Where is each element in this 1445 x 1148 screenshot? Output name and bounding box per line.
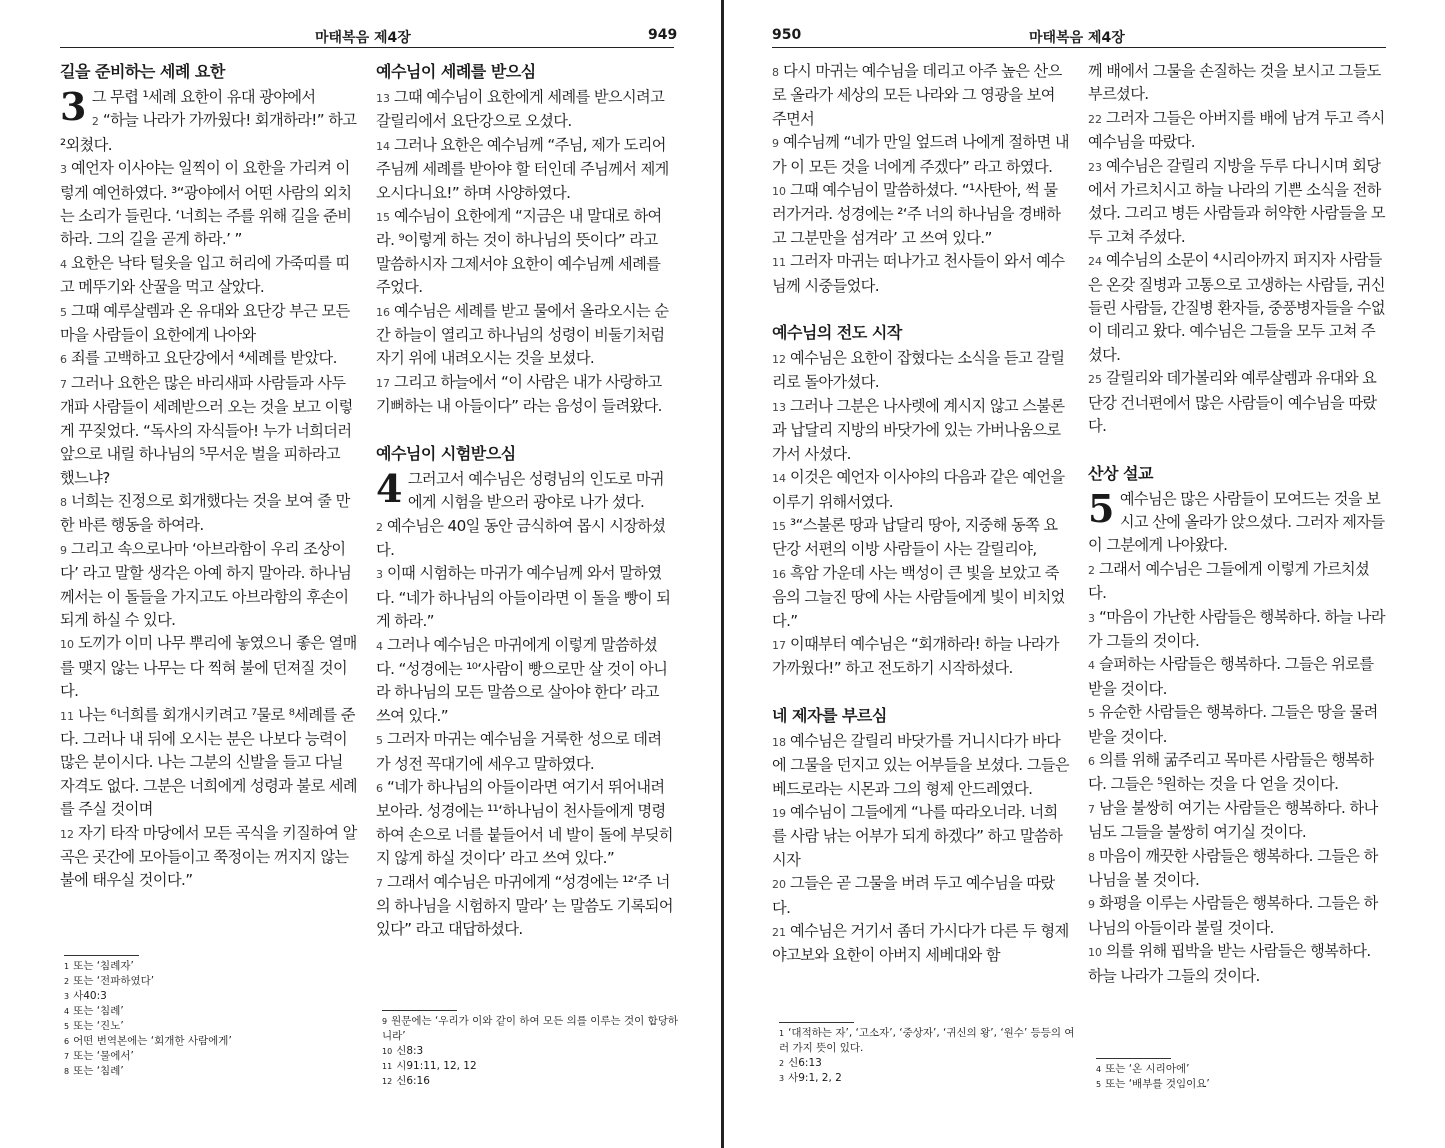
verse-number: 6 [376, 781, 383, 795]
footnote [64, 959, 364, 974]
verse [772, 131, 1070, 179]
verse [376, 300, 674, 371]
verse-text: 예수님은 거기서 좀더 가시다가 다른 두 형제 야고보와 요한이 아버지 세베대와 함 [772, 922, 1069, 965]
verse-text: 흑암 가운데 사는 백성이 큰 빛을 보았고 죽음의 그늘진 땅에 사는 사람들에게 빛이 비치었다.” [772, 563, 1065, 630]
verse-text: 그러나 예수님은 마귀에게 이렇게 말씀하셨다. “성경에는 ¹⁰‘사람이 빵으로만 살 것이 아니라 하나님의 모든 말씀으로 살아야 한다’ 라고 쓰여 있다.” [376, 635, 668, 725]
verse-number: 16 [376, 305, 390, 319]
verse-number: 9 [772, 137, 779, 151]
verse [772, 395, 1070, 466]
footnote-text: 어떤 번역본에는 ‘회개한 사람에게’ [73, 1035, 232, 1047]
verse-text: 예수님이 그들에게 “나를 따라오너라. 너희를 사람 낚는 어부가 되게 하겠다” 하고 말씀하시자 [772, 802, 1063, 869]
verse [376, 86, 674, 134]
verse-number: 22 [1088, 112, 1102, 126]
verse-number: 18 [772, 735, 786, 749]
verse-number: 17 [376, 376, 390, 390]
footnote-marker: 5 [64, 1022, 70, 1031]
verse-text: 너희는 진정으로 회개했다는 것을 보여 줄 만한 바른 행동을 하여라. [60, 491, 350, 535]
verse-text: 이때부터 예수님은 “회개하라! 하늘 나라가 가까웠다!” 하고 전도하기 시작하셨다. [772, 634, 1059, 678]
verse-number: 4 [1088, 659, 1095, 673]
verse-number: 8 [60, 495, 67, 509]
verse-number: 3 [1088, 611, 1095, 625]
verse-text: ³“스불론 땅과 납달리 땅아, 지중해 동쪽 요단강 서편의 이방 사람들이 사는 갈릴리야, [772, 515, 1058, 559]
footnote [1096, 1062, 1396, 1077]
header-rule [772, 47, 1386, 48]
header-rule [60, 47, 674, 48]
verse-number: 23 [1088, 160, 1102, 174]
footnotes [1096, 1058, 1396, 1092]
verse [1088, 845, 1386, 893]
footnote-marker: 3 [64, 992, 70, 1001]
footnote-marker: 4 [64, 1007, 70, 1016]
footnote [382, 1014, 682, 1044]
verse-text: 그들은 곧 그물을 버려 두고 예수님을 따랐다. [772, 874, 1055, 917]
verse-text: 그래서 예수님은 마귀에게 “성경에는 ¹²‘주 너의 하나님을 시험하지 말라’ 는 말씀도 기록되어 있다” 라고 대답하셨다. [376, 872, 673, 939]
verse [772, 514, 1070, 562]
verse [1088, 606, 1386, 654]
verse [1088, 940, 1386, 988]
verse [1088, 653, 1386, 701]
footnote-marker: 11 [382, 1062, 393, 1071]
verse [1088, 701, 1386, 749]
verse-number: 2 [91, 115, 99, 129]
footnote-rule [779, 1022, 854, 1023]
verse [376, 871, 674, 942]
page-number: 950 [772, 27, 802, 43]
footnote-marker: 1 [64, 962, 70, 971]
left-page [0, 0, 722, 1148]
verse-number: 6 [60, 353, 67, 367]
verse [376, 776, 674, 871]
verse [772, 250, 1070, 298]
verse-text: 예수님은 요한이 잡혔다는 소식을 듣고 갈릴리로 돌아가셨다. [772, 349, 1065, 392]
verse-number: 3 [60, 163, 67, 177]
verse [772, 347, 1070, 395]
verse-text: 예수님은 갈릴리 지방을 두루 다니시며 회당에서 가르치시고 하늘 나라의 기쁜 소식을 전하셨다. 그리고 병든 사람들과 허약한 사람들을 모두 고쳐 주셨다. [1088, 156, 1385, 246]
verse [1088, 107, 1386, 155]
section-heading: 예수님의 전도 시작 [772, 323, 902, 343]
verse-number: 10 [60, 638, 74, 652]
verse-text: 유순한 사람들은 행복하다. 그들은 땅을 물려받을 것이다. [1088, 703, 1378, 746]
chapter-number: 3 [60, 84, 86, 129]
verse-number: 7 [60, 377, 67, 391]
verse-text: 예수님께 “네가 만일 엎드려 나에게 절하면 내가 이 모든 것을 너에게 주겠다” 라고 하였다. [772, 133, 1069, 176]
verse-text: 도끼가 이미 나무 뿌리에 놓였으니 좋은 열매를 맺지 않는 나무는 다 찍혀 불에 던져질 것이다. [60, 634, 357, 701]
verse-number: 13 [376, 92, 390, 105]
footnote [64, 989, 364, 1004]
footnote-text: 또는 ‘온 시리아에’ [1105, 1063, 1190, 1075]
verse-number: 2 [1088, 563, 1095, 577]
footnote [64, 1064, 364, 1079]
footnote-marker: 9 [382, 1017, 388, 1026]
verse [60, 490, 358, 538]
verse-number: 11 [60, 709, 74, 723]
footnote-text: 또는 ‘전파하였다’ [73, 975, 155, 987]
verse-number: 17 [772, 638, 786, 652]
verse-text: “마음이 가난한 사람들은 행복하다. 하늘 나라가 그들의 것이다. [1088, 607, 1385, 650]
verse-text: 그때 예루살렘과 온 유대와 요단강 부근 모든 마을 사람들이 요한에게 나아와 [60, 301, 350, 345]
verse-text: 의를 위해 굶주리고 목마른 사람들은 행복하다. 그들은 ⁵원하는 것을 다 얻을 것이다. [1088, 750, 1374, 794]
verse-number: 20 [772, 878, 786, 892]
verse-number: 10 [772, 185, 786, 199]
footnote-text: 또는 ‘침례자’ [73, 960, 134, 972]
verse [1088, 797, 1386, 845]
verse-number: 5 [60, 305, 67, 319]
verse-text: 예수님은 40일 동안 금식하여 몹시 시장하셨다. [376, 516, 666, 559]
verse-number: 6 [1088, 754, 1095, 768]
verse [60, 347, 358, 371]
verse [1088, 249, 1386, 367]
verse-text: 나는 ⁶너희를 회개시키려고 ⁷물로 ⁸세례를 준다. 그러나 내 뒤에 오시는 분은 나보다 능력이 많은 분이시다. 나는 그분의 신발을 들고 다닐 자격도 없다. 그분은 너희에게 성령과 불로 세례를 주실 것이며 [60, 705, 357, 819]
footnote [779, 1071, 1079, 1086]
footnotes [382, 1010, 682, 1089]
verse [60, 157, 358, 252]
verse-text: 그러자 마귀는 떠나가고 천사들이 와서 예수님께 시중들었다. [772, 252, 1065, 295]
verse-text: 자기 타작 마당에서 모든 곡식을 키질하여 알곡은 곳간에 모아들이고 쭉정이는 꺼지지 않는 불에 태우실 것이다.” [60, 823, 357, 890]
verse [376, 728, 674, 776]
verse-number: 8 [772, 66, 779, 79]
footnote-rule [64, 955, 139, 956]
footnote-marker: 8 [64, 1067, 70, 1076]
verse-text: 마음이 깨끗한 사람들은 행복하다. 그들은 하나님을 볼 것이다. [1088, 846, 1378, 889]
verse-text: 예수님이 요한에게 “지금은 내 말대로 하여라. ⁹이렇게 하는 것이 하나님의 뜻이다” 라고 말씀하시자 그제서야 요한이 예수님께 세례를 주었다. [376, 207, 662, 297]
verse-text: “네가 하나님의 아들이라면 여기서 뛰어내려 보아라. 성경에는 ¹¹‘하나님이 천사들에게 명령하여 손으로 너를 붙들어서 네 발이 돌에 부딪히지 않게 하실 것이다’ 라고 쓰여 있다.” [376, 777, 673, 868]
verse-number: 12 [60, 827, 74, 841]
footnotes [779, 1022, 1079, 1086]
footnote-text: 사40:3 [73, 990, 107, 1002]
verse-text: 갈릴리와 데가볼리와 예루살렘과 유대와 요단강 건너편에서 많은 사람들이 예수님을 따랐다. [1088, 369, 1377, 436]
verse-number: 13 [772, 400, 786, 414]
verse [376, 371, 674, 419]
verse [1088, 367, 1386, 438]
text-column [376, 60, 674, 942]
chapter-opening [60, 84, 358, 129]
verse-number: 4 [60, 257, 67, 271]
chapter-opening [376, 465, 674, 515]
footnote [64, 974, 364, 989]
verse [772, 920, 1070, 968]
verse [772, 60, 1070, 131]
verse-number: 16 [772, 567, 786, 581]
footnote-text: ‘대적하는 자’, ‘고소자’, ‘중상자’, ‘귀신의 왕’, ‘원수’ 등등의 여러 가지 뜻이 있다. [779, 1027, 1075, 1054]
footnote-text: 신8:3 [396, 1045, 424, 1057]
verse [60, 632, 358, 703]
verse [772, 633, 1070, 681]
verse-number: 2 [376, 520, 383, 534]
page-number: 949 [648, 27, 678, 43]
verse-text: 그러자 그들은 아버지를 배에 남겨 두고 즉시 예수님을 따랐다. [1088, 108, 1385, 152]
verse-text: 그때 예수님이 말씀하셨다. “¹사탄아, 썩 물러가거라. 성경에는 ²‘주 너의 하나님을 경배하고 그분만을 섬겨라’ 고 쓰여 있다.” [772, 181, 1061, 247]
chapter-opening [1088, 485, 1386, 558]
verse-text: 요한은 낙타 털옷을 입고 허리에 가죽띠를 띠고 메뚜기와 산꿀을 먹고 살았다. [60, 253, 350, 297]
footnote-marker: 2 [64, 977, 70, 986]
verse [772, 562, 1070, 633]
verse-text: 그러고서 예수님은 성령님의 인도로 마귀에게 시험을 받으러 광야로 나가 셨다. [407, 469, 664, 512]
footnote-text: 시91:11, 12, 12 [396, 1060, 477, 1072]
verse-text: 다시 마귀는 예수님을 데리고 아주 높은 산으로 올라가 세상의 모든 나라와 그 영광을 보여 주면서 [772, 62, 1062, 128]
verse-number: 21 [772, 926, 786, 939]
verse [772, 801, 1070, 872]
verse-text: 예수님은 갈릴리 바닷가를 거니시다가 바다에 그물을 던지고 있는 어부들을 보셨다. 그들은 베드로라는 시몬과 그의 형제 안드레였다. [772, 731, 1069, 798]
verse-text: 이것은 예언자 이사야의 다음과 같은 예언을 이루기 위해서였다. [772, 468, 1065, 511]
verse [1088, 60, 1386, 107]
verse [60, 704, 358, 822]
verse [1088, 558, 1386, 606]
verse-text: 슬퍼하는 사람들은 행복하다. 그들은 위로를 받을 것이다. [1088, 655, 1374, 698]
verse [772, 872, 1070, 920]
verse [772, 466, 1070, 514]
verse [376, 205, 674, 300]
verse [60, 538, 358, 633]
footnote-marker: 1 [779, 1029, 785, 1038]
verse-text: 의를 위해 핍박을 받는 사람들은 행복하다. 하늘 나라가 그들의 것이다. [1088, 942, 1371, 985]
running-header-title: 마태복음 제4장 [315, 30, 411, 46]
verse-text: “하늘 나라가 가까웠다! 회개하라!” 하고 ²외쳤다. [60, 111, 357, 154]
verse-text: 그러자 마귀는 예수님을 거룩한 성으로 데려가 성전 꼭대기에 세우고 말하였다. [376, 730, 662, 773]
footnote [382, 1074, 682, 1089]
verse-text: 그래서 예수님은 그들에게 이렇게 가르치셨다. [1088, 559, 1370, 603]
verse [376, 134, 674, 205]
footnote [64, 1034, 364, 1049]
verse [376, 634, 674, 729]
footnote [382, 1044, 682, 1059]
verse [1088, 155, 1386, 250]
footnote-text: 또는 ‘진노’ [73, 1020, 124, 1032]
section-heading: 산상 설교 [1088, 463, 1153, 483]
footnote-rule [382, 1010, 457, 1011]
verse [60, 252, 358, 300]
footnote [1096, 1077, 1396, 1092]
verse [376, 562, 674, 633]
footnote-marker: 7 [64, 1052, 70, 1061]
verse-text: 남을 불쌍히 여기는 사람들은 행복하다. 하나님도 그들을 불쌍히 여기실 것이다. [1088, 798, 1378, 842]
verse [60, 372, 358, 490]
verse-number: 5 [376, 734, 383, 748]
chapter-number: 4 [376, 465, 402, 511]
verse-text: 그러나 요한은 많은 바리새파 사람들과 사두개파 사람들이 세례받으러 오는 것을 보고 이렇게 꾸짖었다. “독사의 자식들아! 누가 너희더러 앞으로 내릴 하나님의 ⁵무서운 벌을 피하라고 했느냐? [60, 373, 353, 487]
verse-text: 그러나 그분은 나사렛에 계시지 않고 스불론과 납달리 지방의 바닷가에 있는 가버나움으로 가서 사셨다. [772, 396, 1065, 463]
verse-text: 그리고 하늘에서 “이 사람은 내가 사랑하고 기뻐하는 내 아들이다” 라는 음성이 들려왔다. [376, 372, 662, 416]
verse-number: 7 [1088, 802, 1095, 816]
footnote [64, 1004, 364, 1019]
text-column [1088, 60, 1386, 988]
footnote [64, 1049, 364, 1064]
verse-number: 8 [1088, 850, 1095, 864]
footnote-marker: 4 [1096, 1065, 1102, 1074]
verse [376, 515, 674, 563]
verse-text: 이때 시험하는 마귀가 예수님께 와서 말하였다. “네가 하나님의 아들이라면 이 돌을 빵이 되게 하라.” [376, 564, 671, 631]
right-page [724, 0, 1445, 1148]
verse-number: 5 [1088, 707, 1095, 721]
verse-number: 12 [772, 353, 786, 367]
footnote-marker: 5 [1096, 1080, 1102, 1089]
footnote [382, 1059, 682, 1074]
footnote-text: 또는 ‘배부를 것임이요’ [1105, 1078, 1210, 1090]
verse-number: 3 [376, 568, 383, 582]
verse-number: 15 [376, 211, 390, 225]
verse [772, 179, 1070, 250]
section-heading: 예수님이 시험받으심 [376, 443, 516, 463]
footnote-rule [1096, 1058, 1171, 1059]
footnote-text: 사9:1, 2, 2 [788, 1072, 842, 1084]
footnote-text: 원문에는 ‘우리가 이와 같이 하여 모든 의를 이루는 것이 합당하니라’ [382, 1015, 679, 1042]
verse-number: 15 [772, 519, 786, 533]
verse [60, 300, 358, 348]
verse [772, 730, 1070, 801]
footnote [64, 1019, 364, 1034]
verse-number: 9 [60, 543, 67, 557]
footnotes [64, 955, 364, 1079]
footnote-marker: 3 [779, 1074, 785, 1083]
section-heading: 길을 준비하는 세례 요한 [60, 62, 225, 81]
verse-text: 예언자 이사야는 일찍이 이 요한을 가리켜 이렇게 예언하였다. ³“광야에서 어떤 사람의 외치는 소리가 들린다. ‘너희는 주를 위해 길을 준비하라. 그의 길을 곧게 하라.’ ” [60, 159, 352, 249]
verse-text: 그러나 요한은 예수님께 “주님, 제가 도리어 주님께 세례를 받아야 할 터인데 주님께서 제게 오시다니요!” 하며 사양하였다. [376, 135, 669, 202]
verse-text: 그리고 속으로나마 ‘아브라함이 우리 조상이다’ 라고 말할 생각은 아예 하지 말아라. 하나님께서는 이 돌들을 가지고도 아브라함의 후손이 되게 하실 수 있다. [60, 539, 352, 629]
footnote-text: 또는 ‘침례’ [73, 1005, 124, 1017]
verse-text: 화평을 이루는 사람들은 행복하다. 그들은 하나님의 아들이라 불릴 것이다. [1088, 894, 1378, 937]
verse-number: 14 [772, 472, 786, 486]
verse [60, 109, 358, 157]
footnote-text: 신6:13 [788, 1057, 822, 1069]
footnote-text: 신6:16 [396, 1075, 430, 1087]
footnote-text: 또는 ‘물에서’ [73, 1050, 134, 1062]
footnote [779, 1056, 1079, 1071]
verse-number: 9 [1088, 898, 1095, 912]
verse-text: 그때 예수님이 요한에게 세례를 받으시려고 갈릴리에서 요단강으로 오셨다. [376, 88, 665, 131]
verse-number: 11 [772, 256, 786, 270]
footnote-marker: 2 [779, 1059, 785, 1068]
verse-number: 7 [376, 876, 383, 890]
verse-number: 14 [376, 139, 390, 153]
verse-number: 10 [1088, 946, 1102, 960]
footnote-marker: 6 [64, 1037, 70, 1046]
verse-text: 죄를 고백하고 요단강에서 ⁴세례를 받았다. [71, 349, 337, 368]
running-header-title: 마태복음 제4장 [1029, 30, 1125, 46]
verse [1088, 749, 1386, 797]
chapter-number: 5 [1088, 485, 1114, 531]
text-column [60, 60, 358, 893]
text-column [772, 60, 1070, 968]
verse-text: 그 무렵 ¹세례 요한이 유대 광야에서 [91, 88, 316, 106]
verse [60, 822, 358, 893]
section-heading: 예수님이 세례를 받으심 [376, 62, 536, 81]
verse [1088, 892, 1386, 940]
footnote [779, 1026, 1079, 1056]
section-heading: 네 제자를 부르심 [772, 705, 887, 725]
footnote-marker: 10 [382, 1047, 393, 1056]
verse-text: 예수님의 소문이 ⁴시리아까지 퍼지자 사람들은 온갖 질병과 고통으로 고생하는 사람들, 귀신 들린 사람들, 간질병 환자들, 중풍병자들을 수없이 데리고 왔다. 예수님은 그들을 모두 고쳐 주셨다. [1088, 251, 1385, 364]
verse-text: 께 배에서 그물을 손질하는 것을 보시고 그들도 부르셨다. [1088, 62, 1381, 104]
verse-number: 25 [1088, 373, 1102, 387]
verse-text: 예수님은 세례를 받고 물에서 올라오시는 순간 하늘이 열리고 하나님의 성령이 비둘기처럼 자기 위에 내려오시는 것을 보셨다. [376, 301, 669, 368]
verse-text: 예수님은 많은 사람들이 모여드는 것을 보시고 산에 올라가 앉으셨다. 그러자 제자들이 그분에게 나아왔다. [1088, 489, 1385, 555]
footnote-marker: 12 [382, 1077, 393, 1086]
verse-number: 19 [772, 806, 786, 820]
verse-number: 4 [376, 639, 383, 653]
verse-number: 24 [1088, 255, 1102, 269]
footnote-text: 또는 ‘침례’ [73, 1065, 124, 1077]
